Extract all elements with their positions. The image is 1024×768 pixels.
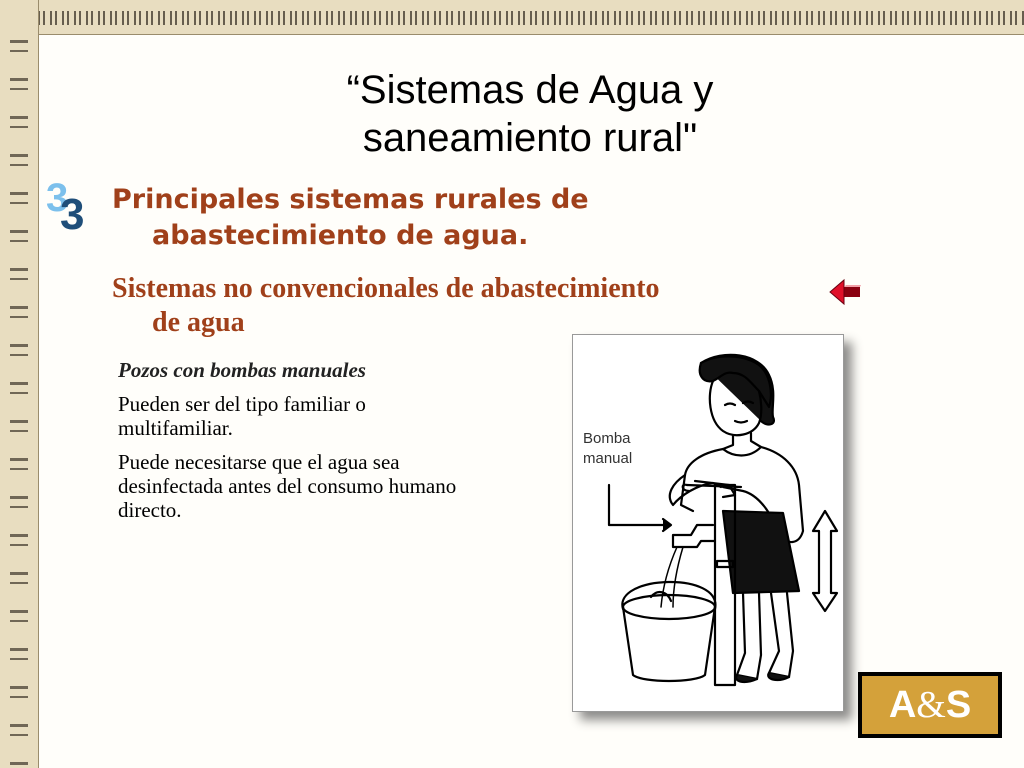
heading-line-2: abastecimiento de agua. [152, 220, 529, 251]
section-number-shadow: 3 [46, 176, 69, 220]
illustration-svg [573, 335, 843, 711]
back-arrow-icon[interactable] [828, 278, 862, 306]
logo-letter-a: A [888, 683, 917, 726]
as-logo [858, 672, 1002, 738]
paragraph-2: Puede necesitarse que el agua sea desinfectada antes del consumo humano directo. [118, 450, 457, 522]
pump-label-line-2: manual [583, 450, 633, 467]
hand-pump-illustration [572, 334, 844, 712]
subheading-line-1: Sistemas no convencionales de abastecimiento [112, 273, 660, 304]
slide-title [200, 66, 860, 162]
section-number: 3 [60, 190, 85, 239]
subheading-line-2: de agua [152, 307, 245, 338]
logo-ampersand: & [916, 684, 946, 726]
decorative-border-left [0, 0, 39, 768]
title-line-2: saneamiento rural" [362, 116, 698, 160]
section-heading [112, 182, 752, 254]
paragraph-1: Pueden ser del tipo familiar o multifamiliar. [118, 392, 366, 440]
section-number-icon [46, 176, 94, 246]
body-content [118, 358, 478, 532]
heading-line-1: Principales sistemas rurales de [112, 184, 589, 215]
decorative-border-top [0, 0, 1024, 35]
subsection-heading [112, 272, 802, 340]
logo-letter-s: S [945, 683, 972, 726]
pump-label-line-1: Bomba [583, 430, 631, 447]
title-line-1: “Sistemas de Agua y [346, 68, 714, 112]
item-title: Pozos con bombas manuales [118, 358, 366, 382]
logo-plate [862, 676, 998, 734]
